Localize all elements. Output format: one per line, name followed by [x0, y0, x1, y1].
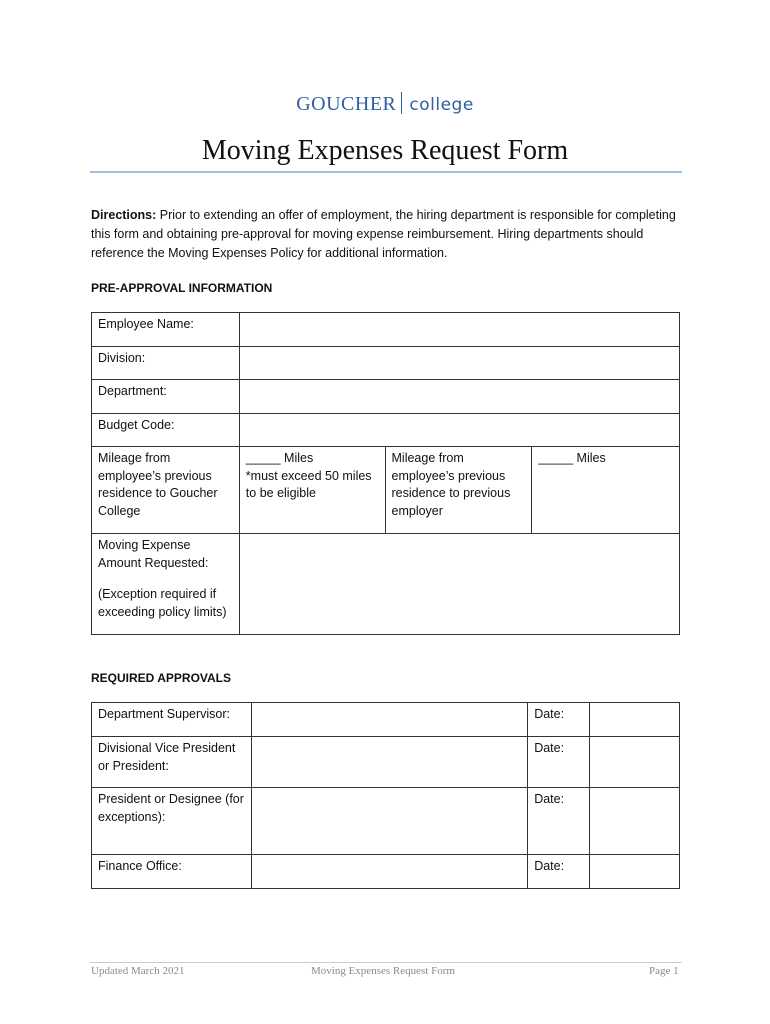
- division-label: Division:: [92, 347, 240, 380]
- title-rule: [90, 171, 682, 173]
- mileage-to-goucher-label: Mileage from employee’s previous residence to Goucher College: [92, 447, 240, 534]
- amount-requested-row: [92, 534, 680, 635]
- approval-signature-field[interactable]: [251, 788, 527, 855]
- preapproval-table: [91, 312, 680, 635]
- date-field[interactable]: [590, 788, 680, 855]
- preapproval-heading: PRE-APPROVAL INFORMATION: [91, 281, 273, 295]
- mileage-to-goucher-field[interactable]: [239, 447, 385, 534]
- mileage-row: [92, 447, 680, 534]
- department-row: [92, 380, 680, 414]
- approval-row: [92, 703, 680, 737]
- employee-name-field[interactable]: [239, 313, 679, 347]
- logo-brand-text: GOUCHER: [296, 93, 397, 115]
- approval-label: President or Designee (for exceptions):: [92, 788, 252, 855]
- goucher-college-logo: [0, 91, 770, 118]
- footer-rule: [90, 962, 682, 963]
- approval-row: [92, 855, 680, 889]
- date-label: Date:: [528, 788, 590, 855]
- date-field[interactable]: [590, 737, 680, 788]
- approval-label: Finance Office:: [92, 855, 252, 889]
- logo-divider: [401, 92, 402, 114]
- footer-form-title: Moving Expenses Request Form: [311, 965, 455, 977]
- directions-label: Directions:: [91, 208, 157, 222]
- mileage-to-employer-field[interactable]: [532, 447, 680, 534]
- approval-row: [92, 788, 680, 855]
- amount-requested-field[interactable]: [239, 534, 679, 635]
- must-exceed-note: *must exceed 50 miles to be eligible: [245, 468, 372, 500]
- budget-code-label: Budget Code:: [92, 414, 240, 447]
- approval-signature-field[interactable]: [251, 703, 527, 737]
- budget-code-row: [92, 414, 680, 447]
- mileage-to-employer-label: Mileage from employee’s previous residence to previous employer: [385, 447, 532, 534]
- logo-college-text: college: [409, 95, 474, 115]
- department-field[interactable]: [239, 380, 679, 414]
- approvals-heading: REQUIRED APPROVALS: [91, 671, 232, 685]
- department-label: Department:: [92, 380, 240, 414]
- budget-code-field[interactable]: [239, 414, 679, 447]
- footer-updated: Updated March 2021: [91, 965, 185, 977]
- miles-blank-1: _____ Miles: [245, 451, 314, 465]
- division-field[interactable]: [239, 347, 679, 380]
- date-field[interactable]: [590, 855, 680, 889]
- approval-signature-field[interactable]: [251, 855, 527, 889]
- date-label: Date:: [528, 855, 590, 889]
- date-label: Date:: [528, 737, 590, 788]
- exception-note: (Exception required if exceeding policy limits): [98, 587, 227, 619]
- approval-label: Department Supervisor:: [92, 703, 252, 737]
- employee-name-row: [92, 313, 680, 347]
- date-field[interactable]: [590, 703, 680, 737]
- amount-requested-label: Moving Expense Amount Requested:: [98, 538, 209, 570]
- employee-name-label: Employee Name:: [92, 313, 240, 347]
- approval-label: Divisional Vice President or President:: [92, 737, 252, 788]
- miles-blank-2: _____ Miles: [538, 451, 606, 465]
- date-label: Date:: [528, 703, 590, 737]
- directions-text: Prior to extending an offer of employment, the hiring department is responsible for completing this form and obtaining pre-approval for moving expense reimbursement. Hiring departments should reference the Moving Expenses Policy for additional information.: [91, 208, 676, 260]
- footer-page-number: Page 1: [649, 965, 679, 977]
- approval-signature-field[interactable]: [251, 737, 527, 788]
- amount-requested-label-cell: [92, 534, 240, 635]
- approval-row: [92, 737, 680, 788]
- directions-paragraph: [91, 206, 681, 263]
- division-row: [92, 347, 680, 380]
- page-title: Moving Expenses Request Form: [201, 135, 569, 166]
- approvals-table: [91, 702, 680, 889]
